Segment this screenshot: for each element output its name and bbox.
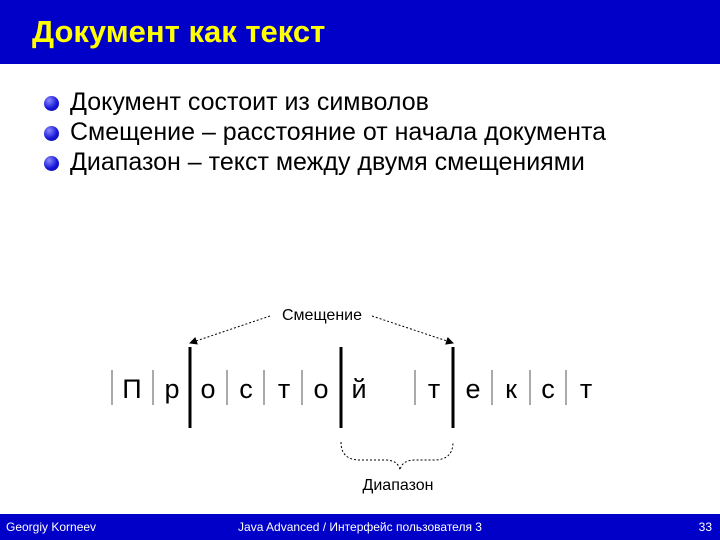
- char-cell: к: [505, 374, 517, 404]
- bullet-icon: [44, 156, 59, 171]
- bullet-text: Диапазон – текст между двумя смещениями: [70, 148, 585, 176]
- bullet-icon: [44, 96, 59, 111]
- footer-course: Java Advanced / Интерфейс пользователя 3: [238, 520, 482, 534]
- char-cell: е: [465, 374, 481, 404]
- char-cell: т: [579, 374, 593, 404]
- bullet-icon: [44, 126, 59, 141]
- offset-markers: [190, 347, 453, 428]
- footer: [0, 514, 720, 540]
- char-cell: о: [313, 374, 329, 404]
- offset-arrow-right: [372, 316, 453, 343]
- char-cell: о: [200, 374, 216, 404]
- char-cell: т: [277, 374, 291, 404]
- range-label: Диапазон: [362, 477, 434, 494]
- footer-author: Georgiy Korneev: [6, 520, 97, 534]
- char-cell: т: [427, 374, 441, 404]
- offset-arrow-left: [190, 316, 270, 343]
- bullet-list: [44, 88, 684, 178]
- char-cell: с: [239, 374, 253, 404]
- char-cell: й: [351, 374, 367, 404]
- bullet-item: [44, 88, 684, 117]
- bullet-text: Документ состоит из символов: [70, 88, 429, 116]
- char-cell: р: [164, 374, 180, 404]
- char-separators: [112, 370, 566, 405]
- title-bar: [0, 0, 720, 64]
- bullet-item: [44, 118, 684, 147]
- slide-title: Документ как текст: [32, 14, 326, 49]
- page-number: 33: [698, 520, 712, 534]
- bullet-item: [44, 148, 684, 177]
- char-cell: П: [122, 374, 142, 404]
- range-brace: [341, 442, 453, 470]
- char-cell: с: [541, 374, 555, 404]
- bullet-text: Смещение – расстояние от начала документа: [70, 118, 607, 146]
- offset-label: Смещение: [281, 307, 363, 324]
